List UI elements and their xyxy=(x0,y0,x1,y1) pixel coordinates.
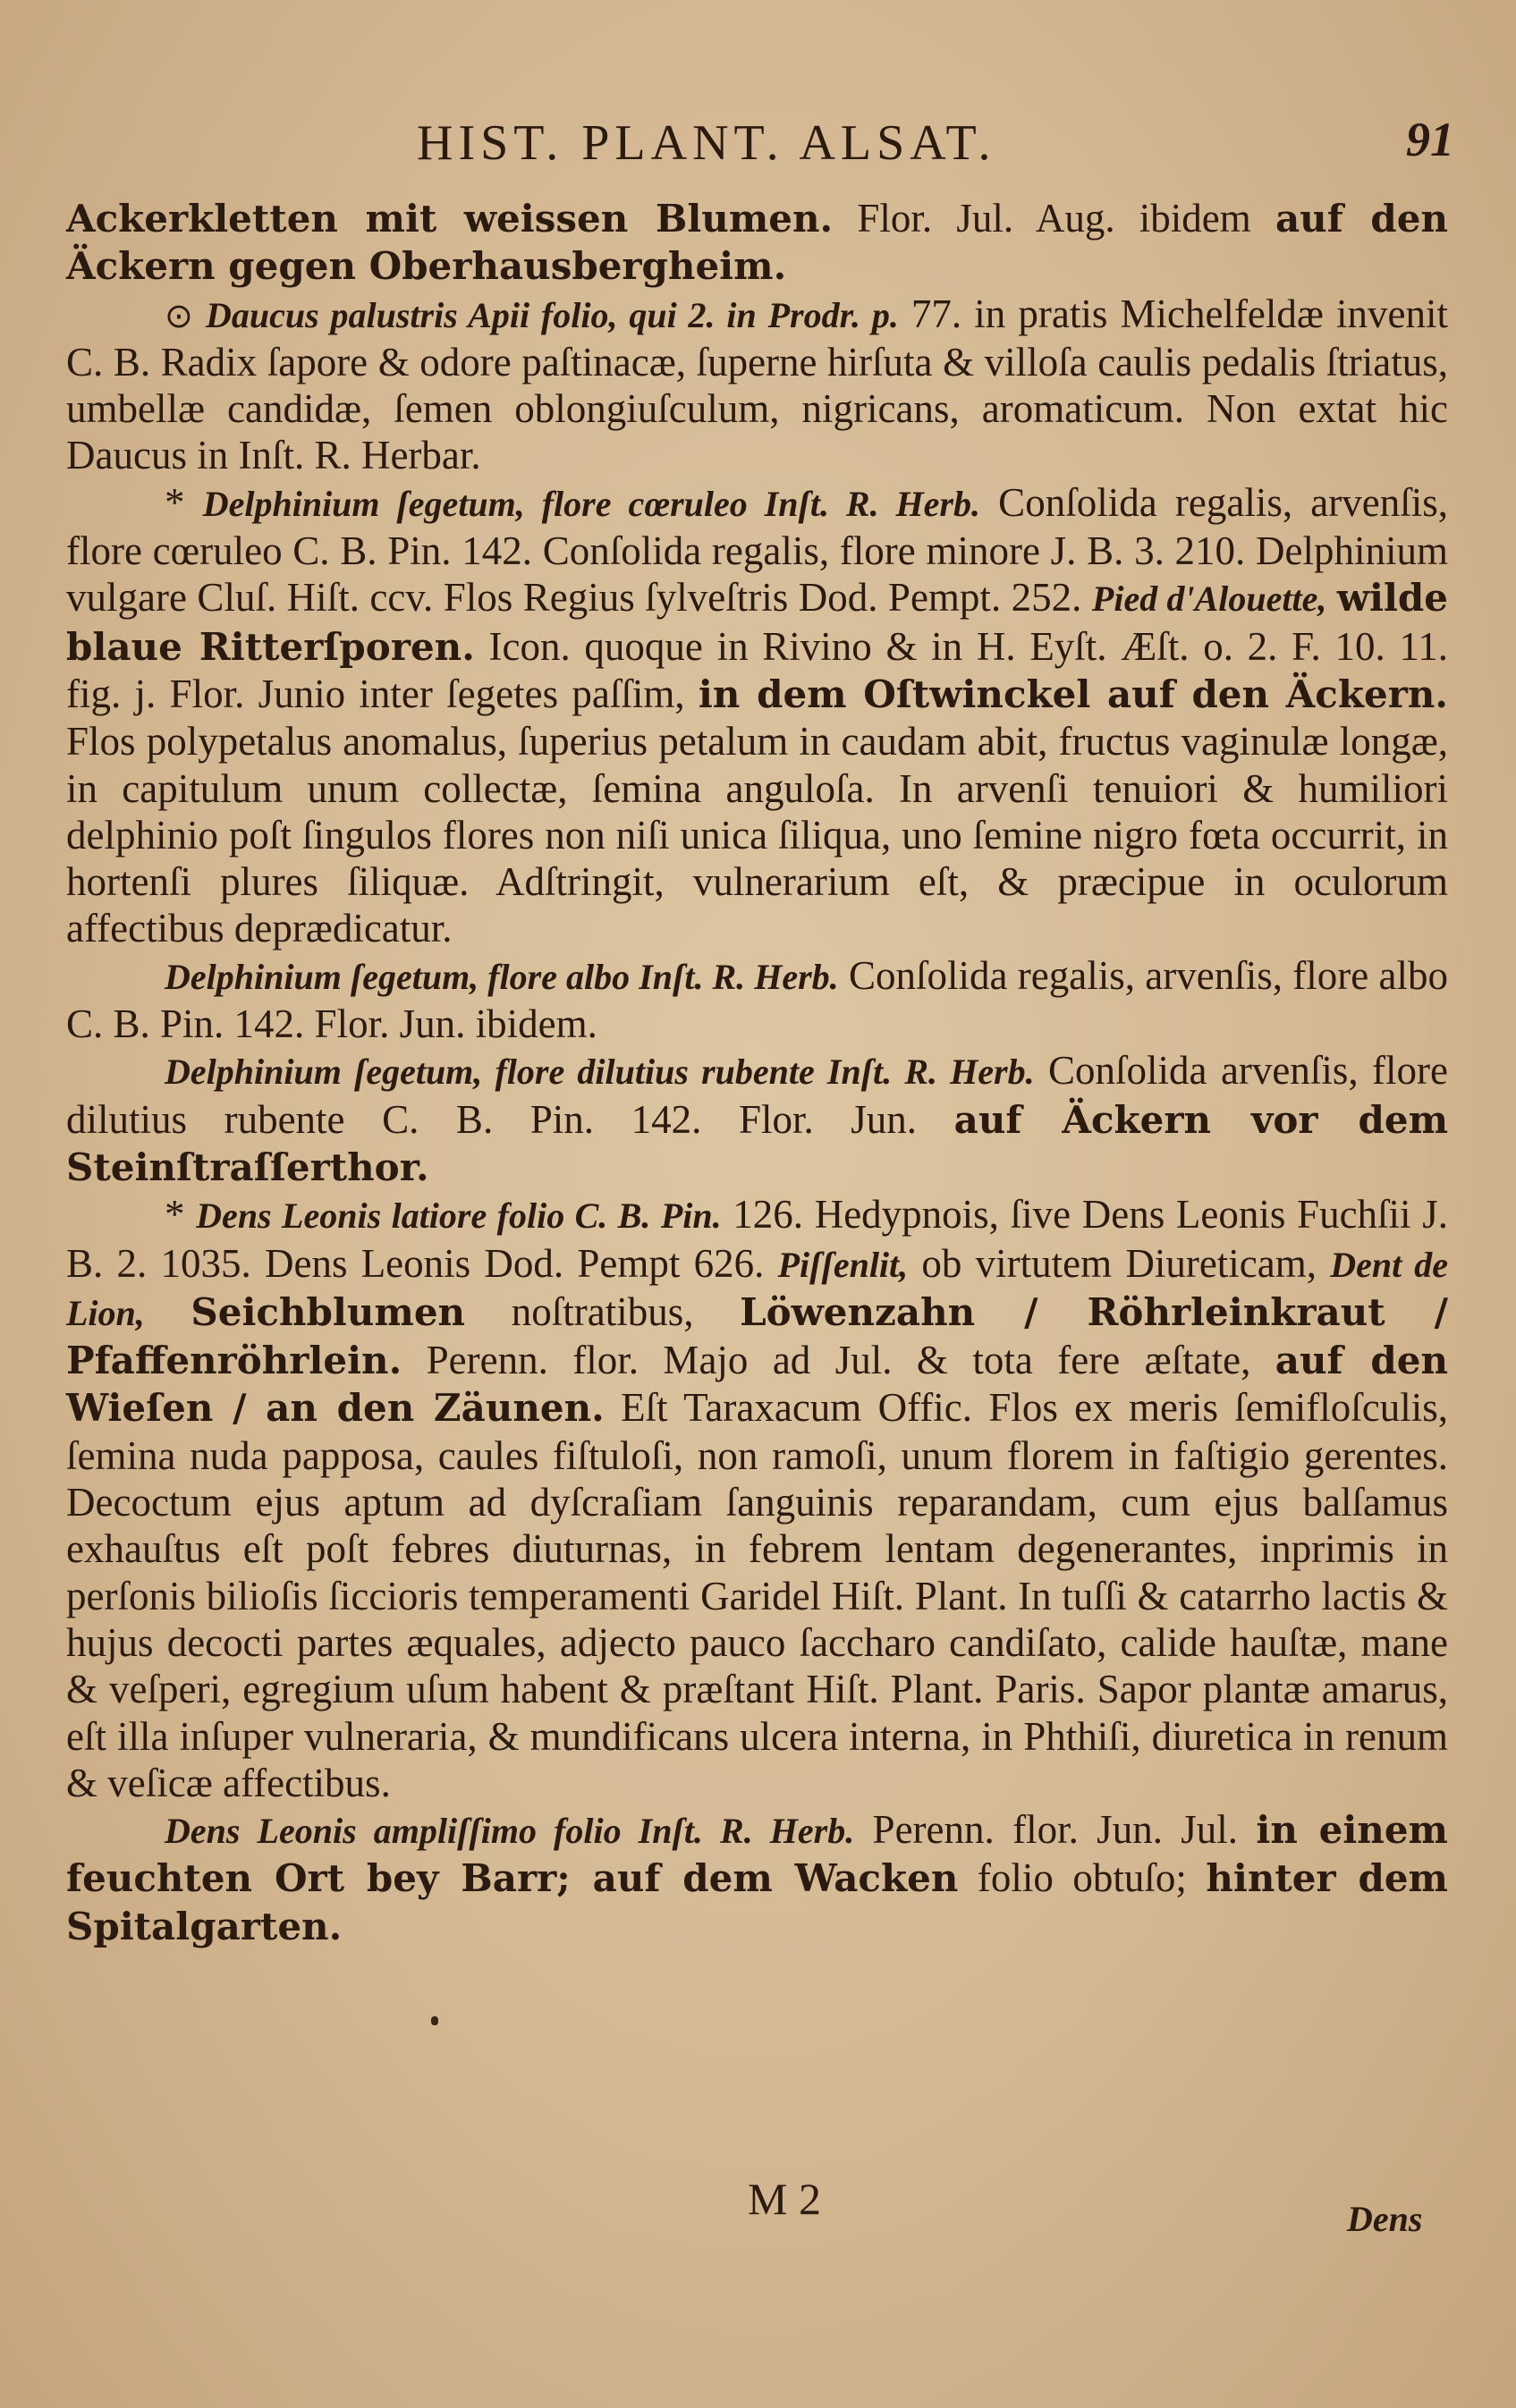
text-run xyxy=(193,291,206,336)
text-run: Flos polypetalus anomalus, ſuperius petalum in caudam abit, fructus vaginulæ longæ, in capitulum unum collectæ, ſemina anguloſa. In arvenſi tenuiori & humiliori delphinio poſt ſingulos flores non niſi unica ſiliqua, uno ſemine nigro fœta occurrit, in hortenſi plures ſiliquæ. Adſtringit, vulnerarium eſt, & præcipue in oculorum affectibus deprædicatur. xyxy=(66,719,1448,951)
text-run: folio obtuſo; xyxy=(958,1855,1207,1901)
paragraph xyxy=(66,1047,1448,1191)
page-number: 91 xyxy=(1406,113,1454,166)
italic-run: Daucus palustris Apii folio, qui 2. in Prodr. p. xyxy=(205,294,899,335)
paragraph xyxy=(66,952,1448,1048)
text-run: ob virtutem Diureticam, xyxy=(908,1240,1331,1286)
fraktur-run: in dem Oſtwinckel auf den Äckern. xyxy=(698,672,1448,716)
text-run: Conſolida regalis, arvenſis, flore cœruleo C. B. Pin. 142. Conſolida regalis, flore minore J. B. 3. 210. Delphinium vulgare Cluſ. Hiſt. ccv. Flos Regius ſylveſtris Dod. Pempt. 252. xyxy=(66,479,1448,621)
text-run: Icon. quoque in Rivino & in H. Eyſt. Æſt. o. 2. F. 10. 11. fig. j. Flor. Junio inter ſegetes paſſim, xyxy=(66,623,1448,716)
text-run: noſtratibus, xyxy=(465,1288,741,1334)
ink-fleck xyxy=(431,2016,438,2025)
running-title: HIST. PLANT. ALSAT. xyxy=(417,115,996,171)
text-run xyxy=(1326,575,1337,620)
catchword: Dens xyxy=(1347,2199,1423,2239)
paragraph xyxy=(66,1191,1448,1806)
italic-run: Delphinium ſegetum, flore albo Inſt. R. Herb. xyxy=(165,956,839,997)
text-run: Eſt Taraxacum Offic. Flos ex meris ſemifloſculis, ſemina nuda papposa, caules fiſtuloſi, non ramoſi, unum florem in faſtigio gerentes. Decoctum ejus aptum ad dyſcraſiam ſanguinis reparandam, cum ejus balſamus exhauſtus eſt poſt febres diuturnas, in febrem lentam degenerantes, inprimis in perſonis bilioſis ſiccioris temperamenti Garidel Hiſt. Plant. In tuſſi & catarrho lactis & hujus decocti partes æquales, adjecto pauco ſaccharo candiſato, calide hauſtæ, mane & veſperi, egregium uſum habent & præſtant Hiſt. Plant. Paris. Sapor plantæ amarus, eſt illa inſuper vulneraria, & mundificans ulcera interna, in Phthiſi, diuretica in renum & veſicæ affectibus. xyxy=(66,1385,1448,1805)
text-run xyxy=(145,1289,191,1334)
fraktur-run: auf den Wieſen / an den Zäunen. xyxy=(66,1339,1448,1431)
text-run: Conſolida arvenſis, flore dilutius rubente C. B. Pin. 142. Flor. Jun. xyxy=(66,1048,1449,1142)
italic-run: Dent de Lion, xyxy=(66,1244,1448,1333)
fraktur-run: Ackerkletten mit weissen Blumen. xyxy=(66,197,834,241)
text-run: Conſolida regalis, arvenſis, flore albo C. B. Pin. 142. Flor. Jun. ibidem. xyxy=(66,952,1448,1047)
fraktur-run: Seichblumen xyxy=(191,1289,466,1334)
paragraph xyxy=(66,479,1448,952)
fraktur-run: in einem feuchten Ort bey Barr; auf dem Wacken xyxy=(66,1808,1448,1901)
fraktur-run: hinter dem Spitalgarten. xyxy=(66,1856,1448,1948)
italic-run: Pied d'Alouette, xyxy=(1091,579,1327,620)
symbol-glyph: ⊙ xyxy=(165,295,193,335)
text-run: * xyxy=(165,1192,197,1238)
italic-run: Delphinium ſegetum, flore cœruleo Inſt. R. Herb. xyxy=(202,483,980,524)
text-run: Flor. Jul. Aug. ibidem xyxy=(833,196,1275,241)
italic-run: Dens Leonis ampliſſimo folio Inſt. R. Herb. xyxy=(165,1811,855,1852)
text-run: Perenn. flor. Jun. Jul. xyxy=(854,1807,1257,1853)
page-body xyxy=(66,195,1448,1950)
italic-run: Delphinium ſegetum, flore dilutius rubente Inſt. R. Herb. xyxy=(165,1052,1035,1093)
fraktur-run: Löwenzahn / Röhrleinkraut / Pfaffenröhrlein. xyxy=(66,1289,1448,1383)
paragraph xyxy=(66,195,1448,291)
text-run: 126. Hedypnois, ſive Dens Leonis Fuchſii J. B. 2. 1035. Dens Leonis Dod. Pempt 626. xyxy=(66,1192,1448,1286)
signature-mark: M 2 xyxy=(748,2174,821,2224)
text-run: * xyxy=(165,479,203,525)
fraktur-run: auf den Äckern gegen Oberhausbergheim. xyxy=(66,197,1448,289)
text-run: 77. in pratis Michelfeldæ invenit C. B. Radix ſapore & odore paſtinacæ, ſuperne hirſuta & villoſa caulis pedalis ſtriatus, umbellæ candidæ, ſemen oblongiuſculum, nigricans, aromaticum. Non extat hic Daucus in Inſt. R. Herbar. xyxy=(66,291,1449,478)
fraktur-run: wilde blaue Ritterſporen. xyxy=(66,576,1449,669)
italic-run: Dens Leonis latiore folio C. B. Pin. xyxy=(196,1196,722,1237)
paragraph xyxy=(66,291,1448,479)
paragraph xyxy=(66,1806,1448,1950)
text-run: Perenn. flor. Majo ad Jul. & tota fere æſtate, xyxy=(402,1338,1275,1383)
fraktur-run: auf Äckern vor dem Steinſtraſſerthor. xyxy=(66,1097,1449,1189)
italic-run: Piſſenlit, xyxy=(777,1244,909,1285)
